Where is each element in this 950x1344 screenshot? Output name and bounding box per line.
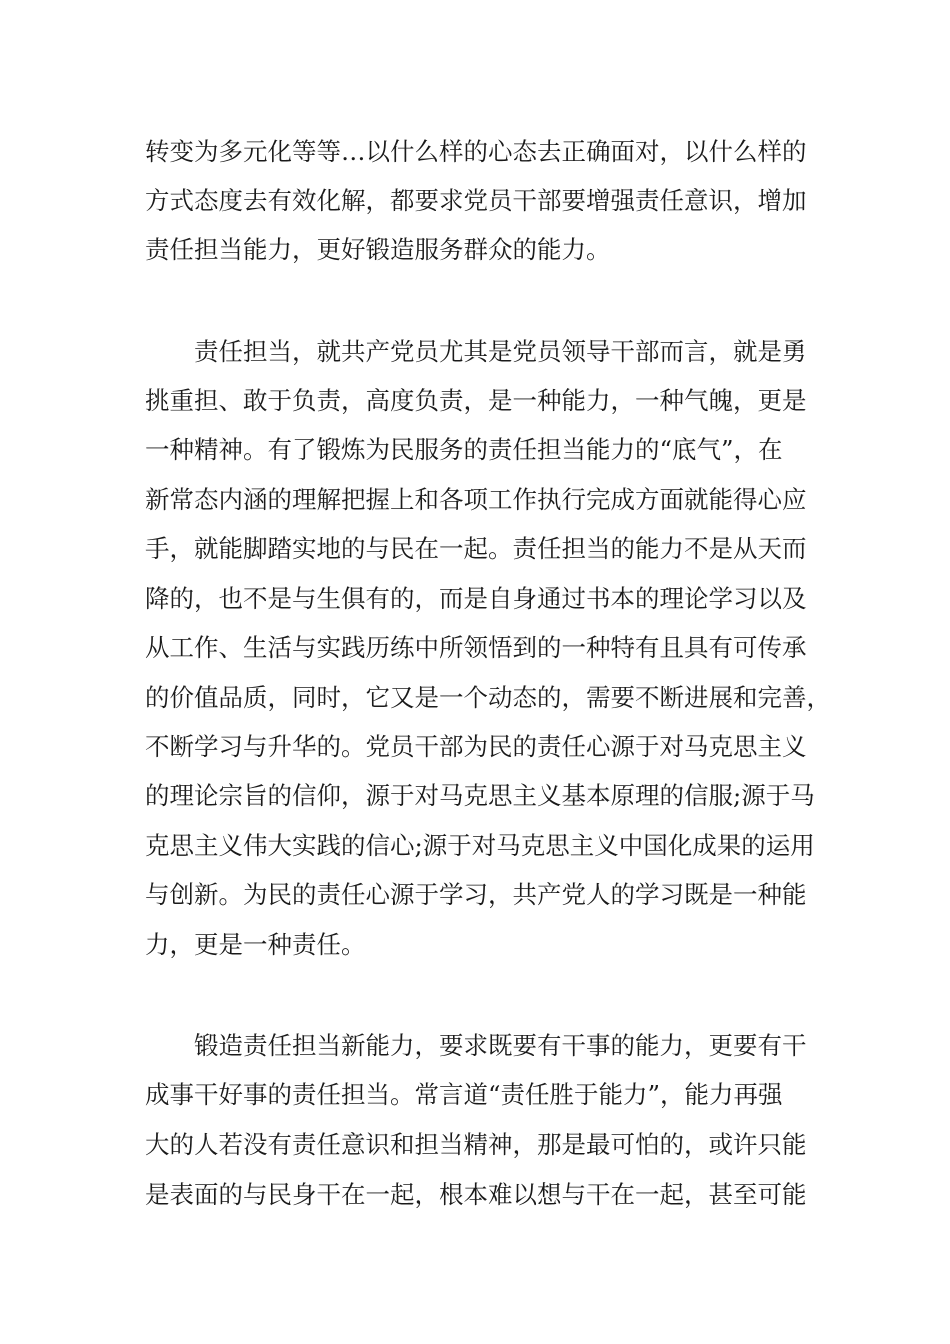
text-line: 转变为多元化等等…以什么样的心态去正确面对，以什么样的 (145, 137, 807, 166)
text-line: 克思主义伟大实践的信心;源于对马克思主义中国化成果的运用 (145, 831, 815, 860)
text-line: 的价值品质，同时，它又是一个动态的，需要不断进展和完善， (145, 683, 831, 712)
text-line: 方式态度去有效化解，都要求党员干部要增强责任意识，增加 (145, 186, 807, 215)
text-line: 成事干好事的责任担当。常言道“责任胜于能力”，能力再强 (145, 1080, 783, 1109)
text-line: 不断学习与升华的。党员干部为民的责任心源于对马克思主义 (145, 732, 807, 761)
text-line: 挑重担、敢于负责，高度负责，是一种能力，一种气魄，更是 (145, 386, 807, 415)
text-line: 手，就能脚踏实地的与民在一起。责任担当的能力不是从天而 (145, 534, 807, 563)
text-line: 新常态内涵的理解把握上和各项工作执行完成方面就能得心应 (145, 485, 807, 514)
text-line: 力，更是一种责任。 (145, 930, 366, 959)
text-line: 责任担当，就共产党员尤其是党员领导干部而言，就是勇 (194, 337, 807, 366)
text-line: 责任担当能力，更好锻造服务群众的能力。 (145, 235, 611, 264)
text-line: 大的人若没有责任意识和担当精神，那是最可怕的，或许只能 (145, 1130, 807, 1159)
text-line: 从工作、生活与实践历练中所领悟到的一种特有且具有可传承 (145, 633, 807, 662)
text-line: 锻造责任担当新能力，要求既要有干事的能力，更要有干 (194, 1031, 807, 1060)
text-line: 是表面的与民身干在一起，根本难以想与干在一起，甚至可能 (145, 1180, 807, 1209)
text-line: 一种精神。有了锻炼为民服务的责任担当能力的“底气”，在 (145, 435, 783, 464)
text-line: 与创新。为民的责任心源于学习，共产党人的学习既是一种能 (145, 880, 807, 909)
text-line: 降的，也不是与生俱有的，而是自身通过书本的理论学习以及 (145, 584, 807, 613)
text-line: 的理论宗旨的信仰，源于对马克思主义基本原理的信服;源于马 (145, 781, 815, 810)
